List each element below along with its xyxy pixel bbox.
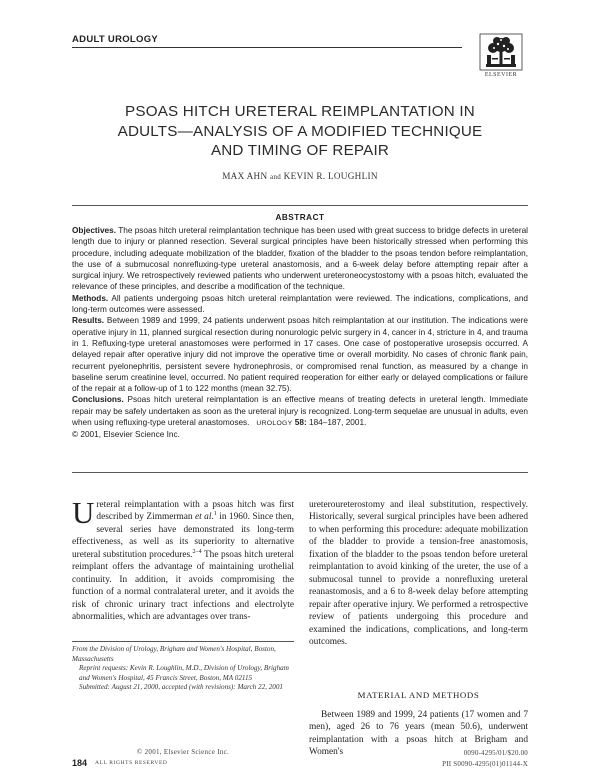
author-name: KEVIN R. LOUGHLIN [283, 171, 378, 181]
page-number: 184 [72, 758, 88, 768]
author-list [70, 171, 530, 181]
citation-volume: 58: [294, 418, 307, 428]
reference-marker[interactable]: 1 [213, 511, 217, 518]
author-name: MAX AHN [222, 171, 268, 181]
elsevier-tree-icon [478, 33, 524, 71]
footnote-rule [72, 641, 294, 642]
footer-pii: PII S0090-4295(01)01144-X [442, 760, 528, 768]
abstract-bottom-rule [72, 472, 528, 473]
reference-marker[interactable]: 2–4 [192, 548, 202, 555]
citation-pages: 184–187, 2001. [306, 418, 367, 428]
body-column-left [72, 495, 294, 624]
title-line: AND TIMING OF REPAIR [210, 142, 390, 159]
citation-journal: UROLOGY [256, 420, 293, 428]
abstract-label: Results. [72, 316, 105, 326]
intro-paragraph: Ureteral reimplantation with a psoas hitch was first described by Zimmerman et al.$^1$ in 1960. Since then, several series have demonstrated its long-term effectiveness, as well as its superiority to alternative ureteral substitution procedures.$^{2-4}$ The psoas hitch ureteral reimplant offers the advantage of maintaining urothelial continuity. In addition, it avoids compromising the function of a normal contralateral ureter, and it avoids the risk of chronic urinary tract infections and electrolyte abnormalities, which are advantages over trans- [72, 495, 294, 623]
footer-issn: 0090-4295/01/$20.00 [463, 749, 528, 757]
publisher-logo-text: ELSEVIER [484, 72, 518, 78]
publisher-logo [478, 33, 524, 78]
footer-identifiers [380, 748, 528, 770]
footnote-submitted: Submitted: August 21, 2000, accepted (with revisions): March 22, 2001 [79, 683, 284, 692]
footnote-affiliation: From the Division of Urology, Brigham and Women's Hospital, Boston, Massachusetts [72, 645, 276, 663]
title-line: ADULTS—ANALYSIS OF A MODIFIED TECHNIQUE [117, 122, 483, 140]
abstract-label: Conclusions. [72, 395, 124, 405]
drop-cap: U [72, 495, 95, 530]
section-heading: MATERIAL AND METHODS [357, 690, 480, 700]
abstract-top-rule [72, 205, 528, 206]
body-column-right [309, 499, 528, 648]
article-title [70, 102, 530, 161]
methods-paragraph: Between 1989 and 1999, 24 patients (17 women and 7 men), aged 26 to 76 years (mean 50.6), underwent reimplantation with a psoas hitch at Brigham and Women's [309, 710, 528, 758]
abstract-results: Results. Between 1989 and 1999, 24 patients underwent psoas hitch reimplantation at our institution. The indications were operative injury in 11, planned surgical resection during nonurologic pelvic surgery in 4, cancer in 4, stricture in 4, and trauma in 1. Refluxing-type ureteral anastomoses were performed in 17 cases. One case of postoperative urosepsis occurred. A delayed repair after operative injury did not improve the operative time or overall morbidity. No cases of chronic flank pain, recurrent pyelonephritis, persistent severe hydronephrosis, or compromised renal function, as measured by a change in baseline serum creatinine level, occurred. No patient required reoperation for either early or delayed complications or failure of the repair at a follow-up of 1 to 122 months (mean 32.75). [72, 316, 528, 394]
abstract-label: Objectives. [72, 226, 117, 235]
abstract-conclusions: Conclusions. Psoas hitch ureteral reimplantation is an effective means of treating defects in ureteral length. Immediate repair may be safely undertaken as soon as the ureteral injury is recognized. Long-term sequelae are unusual in adults, even when using refluxing-type ureteral anastomoses. UROLOGY 58: 184–187, 2001. [72, 395, 528, 428]
author-conjunction: and [270, 173, 282, 181]
footnote-reprint: Reprint requests: Kevin R. Loughlin, M.D., Division of Urology, Brigham and Women's Hospital, 45 Francis Street, Boston, MA 02115 [79, 664, 289, 682]
journal-section-label: ADULT UROLOGY [72, 34, 159, 45]
header-rule [72, 47, 462, 48]
abstract-body [72, 225, 528, 441]
intro-paragraph-continued: ureteroureterostomy and ileal substitution, respectively. Historically, several surgical principles have been adhered to when performing this procedure: adequate mobilization of the bladder to provide a tension-free anastomosis, fixation of the bladder to the psoas tendon before ureteral reimplantation to avoid kinking of the ureter, the use of a submucosal tunnel to provide a nonrefluxing ureteral reanastomosis, and a 6 to 8-week delay before attempting repair after operative injury. We performed a retrospective review of patients undergoing this procedure and examined the indications, complications, and long-term outcomes. [309, 500, 528, 647]
abstract-label: Methods. [72, 293, 109, 303]
footnotes [72, 645, 294, 693]
abstract-objectives: Objectives. The psoas hitch ureteral reimplantation technique has been used with great success to bridge defects in ureteral length due to injury or planned resection. Several surgical principles have been historically stressed when performing this procedure, including adequate mobilization of the bladder, fixation of the bladder to the psoas tendon before reimplantation, the use of a submucosal nonrefluxing-type ureteral anastomosis, and a 6-week delay before attempting repair after a surgical injury. We retrospectively reviewed patients who underwent ureteroneocystostomy with a psoas hitch, evaluated the relevance of these principles, and describe a modification of the technique. [72, 226, 528, 292]
footer-copyright: © 2001, Elsevier Science Inc. [136, 748, 230, 756]
abstract-methods: Methods. All patients undergoing psoas hitch ureteral reimplantation were reviewed. The indications, complications, and long-term outcomes were assessed. [72, 293, 528, 315]
footer-rights: ALL RIGHTS RESERVED [95, 760, 168, 766]
abstract-heading: ABSTRACT [275, 213, 325, 222]
abstract-copyright: © 2001, Elsevier Science Inc. [72, 430, 180, 440]
title-line: PSOAS HITCH URETERAL REIMPLANTATION IN [125, 103, 475, 120]
